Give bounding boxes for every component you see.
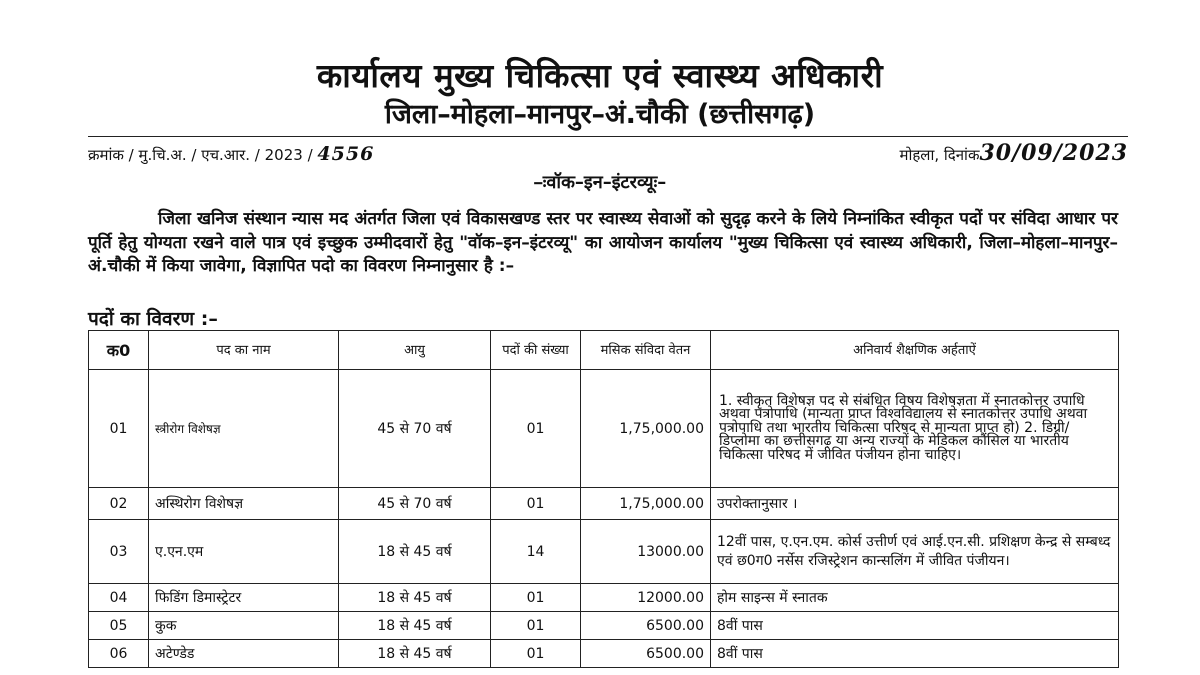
cell-count: 01 xyxy=(491,640,581,668)
cell-qualification: उपरोक्तानुसार । xyxy=(711,488,1119,520)
reference-number xyxy=(88,143,374,165)
cell-post: स्त्रीरोग विशेषज्ञ xyxy=(149,370,339,488)
cell-salary: 13000.00 xyxy=(581,520,711,584)
notice-title: –ःवॉक–इन–इंटरव्यूः– xyxy=(533,172,667,193)
table-row xyxy=(89,520,1119,584)
cell-qualification: 1. स्वीकृत विशेषज्ञ पद से संबंधित विषय विशेषज्ञता में स्नातकोत्तर उपाधि अथवा पत्रोपाधि (मान्यता प्राप्त विश्वविद्यालय से स्नातकोत्तर उपाधि अथवा पत्रोपाधि तथा भारतीय चिकित्सा परिषद से मान्यता प्राप्त हो) 2. डिग्री/डिप्लोमा का छत्तीसगढ़ या अन्य राज्यों के मेडिकल कौंसिल या भारतीय चिकित्सा परिषद में जीवित पंजीयन होना चाहिए। xyxy=(711,370,1119,488)
cell-age: 45 से 70 वर्ष xyxy=(339,370,491,488)
table-row xyxy=(89,612,1119,640)
cell-post: ए.एन.एम xyxy=(149,520,339,584)
cell-salary: 6500.00 xyxy=(581,640,711,668)
cell-count: 01 xyxy=(491,584,581,612)
intro-paragraph xyxy=(88,208,1118,279)
cell-count: 01 xyxy=(491,612,581,640)
cell-count: 14 xyxy=(491,520,581,584)
reference-row xyxy=(88,136,1128,169)
header-sno: क0 xyxy=(89,331,149,370)
header-age: आयु xyxy=(339,331,491,370)
header-qualification: अनिवार्य शैक्षणिक अर्हताऐं xyxy=(711,331,1119,370)
notice-date xyxy=(899,140,1128,166)
cell-post: कुक xyxy=(149,612,339,640)
cell-sno: 02 xyxy=(89,488,149,520)
date-prefix: मोहला, दिनांक xyxy=(899,146,980,164)
table-row xyxy=(89,488,1119,520)
cell-post: अटेण्डेड xyxy=(149,640,339,668)
cell-qualification: 12वीं पास, ए.एन.एम. कोर्स उत्तीर्ण एवं आई.एन.सी. प्रशिक्षण केन्द्र से सम्बध्द एवं छ0ग0 नर्सेस रजिस्ट्रेशन कान्सलिंग में जीवित पंजीयन। xyxy=(711,520,1119,584)
posts-table xyxy=(88,330,1119,668)
office-title: कार्यालय मुख्य चिकित्सा एवं स्वास्थ्य अधिकारी xyxy=(316,56,884,95)
cell-salary: 12000.00 xyxy=(581,584,711,612)
header-post: पद का नाम xyxy=(149,331,339,370)
intro-text: जिला खनिज संस्थान न्यास मद अंतर्गत जिला एवं विकासखण्ड स्तर पर स्वास्थ्य सेवाओं को सुदृढ़ करने के लिये निम्नांकित स्वीकृत पदों पर संविदा आधार पर पूर्ति हेतु योग्यता रखने वाले पात्र एवं इच्छुक उम्मीदवारों हेतु "वॉक–इन–इंटरव्यू" का आयोजन कार्यालय "मुख्य चिकित्सा एवं स्वास्थ्य अधिकारी, जिला–मोहला–मानपुर–अं.चौकी में किया जावेगा, विज्ञापित पदो का विवरण निम्नानुसार है :– xyxy=(88,209,1118,276)
cell-count: 01 xyxy=(491,488,581,520)
cell-age: 18 से 45 वर्ष xyxy=(339,612,491,640)
cell-qualification: 8वीं पास xyxy=(711,612,1119,640)
header-count: पदों की संख्या xyxy=(491,331,581,370)
cell-post: अस्थिरोग विशेषज्ञ xyxy=(149,488,339,520)
section-heading: पदों का विवरण :– xyxy=(88,308,218,330)
reference-prefix: क्रमांक / मु.चि.अ. / एच.आर. / 2023 / xyxy=(88,146,313,164)
cell-age: 45 से 70 वर्ष xyxy=(339,488,491,520)
cell-sno: 05 xyxy=(89,612,149,640)
district-title: जिला–मोहला–मानपुर–अं.चौकी (छत्तीसगढ़) xyxy=(384,99,816,130)
cell-age: 18 से 45 वर्ष xyxy=(339,520,491,584)
table-header-row xyxy=(89,331,1119,370)
cell-post: फिडिंग डिमास्ट्रेटर xyxy=(149,584,339,612)
cell-sno: 01 xyxy=(89,370,149,488)
cell-salary: 6500.00 xyxy=(581,612,711,640)
cell-age: 18 से 45 वर्ष xyxy=(339,640,491,668)
cell-age: 18 से 45 वर्ष xyxy=(339,584,491,612)
table-row xyxy=(89,640,1119,668)
cell-sno: 04 xyxy=(89,584,149,612)
reference-handwritten-number: 4556 xyxy=(317,143,375,165)
cell-qualification: होम साइन्स में स्नातक xyxy=(711,584,1119,612)
date-handwritten: 30/09/2023 xyxy=(979,140,1128,166)
cell-salary: 1,75,000.00 xyxy=(581,488,711,520)
cell-sno: 03 xyxy=(89,520,149,584)
cell-count: 01 xyxy=(491,370,581,488)
cell-sno: 06 xyxy=(89,640,149,668)
cell-salary: 1,75,000.00 xyxy=(581,370,711,488)
table-row xyxy=(89,370,1119,488)
cell-qualification: 8वीं पास xyxy=(711,640,1119,668)
header-salary: मसिक संविदा वेतन xyxy=(581,331,711,370)
table-row xyxy=(89,584,1119,612)
